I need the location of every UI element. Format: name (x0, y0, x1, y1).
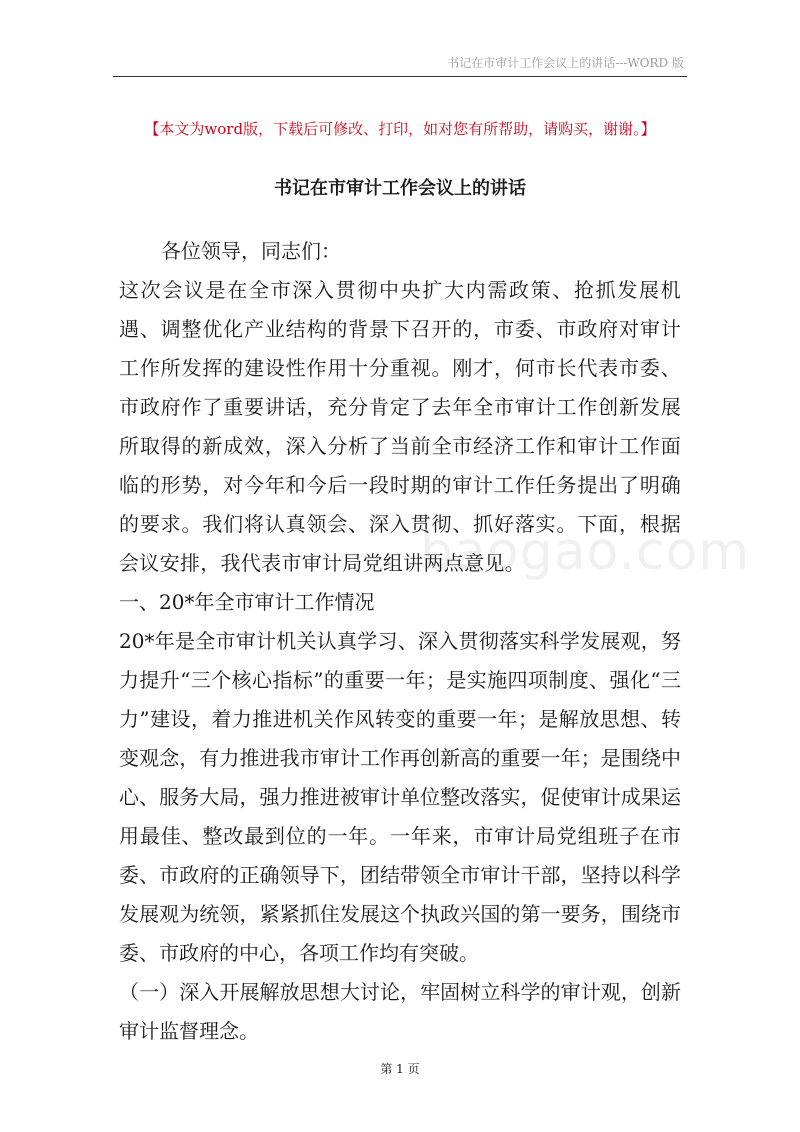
purchase-notice: 【本文为word版，下载后可修改、打印，如对您有所帮助，请购买，谢谢。】 (144, 120, 656, 138)
watermark: baogao.com (420, 522, 751, 582)
document-body (119, 232, 681, 1051)
salutation: 各位领导，同志们： (161, 239, 341, 263)
section-heading: 一、20*年全市审计工作情况 (119, 590, 375, 614)
subsection-heading: （一）深入开展解放思想大讨论，牢固树立科学的审计观，创新审计监督理念。 (119, 980, 681, 1043)
body-paragraph: 这次会议是在全市深入贯彻中央扩大内需政策、抢抓发展机遇、调整优化产业结构的背景下召开的，市委、市政府对审计工作所发挥的建设性作用十分重视。刚才，何市长代表市委、市政府作了重要讲话，充分肯定了去年全市审计工作创新发展所取得的新成效，深入分析了当前全市经济工作和审计工作面临的形势，对今年和今后一段时期的审计工作任务提出了明确的要求。我们将认真领会、深入贯彻、抓好落实。下面，根据会议安排，我代表市审计局党组讲两点意见。 (119, 278, 681, 575)
running-header: 书记在市审计工作会议上的讲话---WORD 版 (447, 56, 684, 70)
page-number: 第 1 页 (380, 1062, 420, 1076)
document-title: 书记在市审计工作会议上的讲话 (274, 178, 526, 199)
body-paragraph: 20*年是全市审计机关认真学习、深入贯彻落实科学发展观，努力提升“三个核心指标”的重要一年；是实施四项制度、强化“三力”建设，着力推进机关作风转变的重要一年；是解放思想、转变观念，有力推进我市审计工作再创新高的重要一年；是围绕中心、服务大局，强力推进被审计单位整改落实，促使审计成果运用最佳、整改最到位的一年。一年来，市审计局党组班子在市委、市政府的正确领导下，团结带领全市审计干部，坚持以科学发展观为统领，紧紧抓住发展这个执政兴国的第一要务，围绕市委、市政府的中心，各项工作均有突破。 (119, 629, 681, 965)
header-rule (113, 76, 687, 77)
